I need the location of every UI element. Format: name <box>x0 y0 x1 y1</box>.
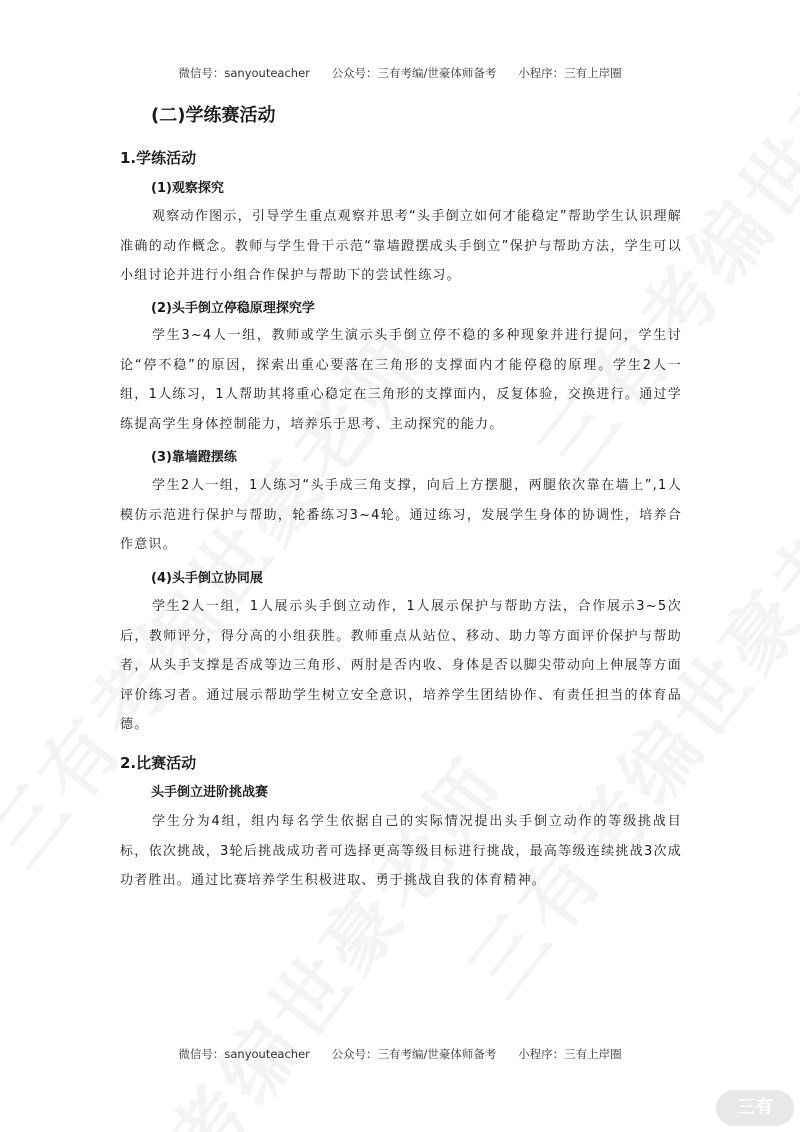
item-heading: (2)头手倒立停稳原理探究学 <box>151 301 315 316</box>
item-paragraph: 学生2人一组，1人练习“头手成三角支撑，向后上方摆腿，两腿依次靠在墙上”,1人模仿示范进行保护与帮助，轮番练习3~4轮。通过练习，发展学生身体的协调性，培养合作意识。 <box>120 478 682 552</box>
item-heading: (4)头手倒立协同展 <box>151 571 263 586</box>
corner-logo-badge: 三有 <box>716 1090 794 1126</box>
header-wechat: 微信号：sanyouteacher <box>178 66 310 80</box>
part2-heading: 2.比赛活动 <box>120 754 197 772</box>
page-footer <box>0 1046 800 1062</box>
header-mini-program: 小程序：三有上岸圈 <box>518 66 622 80</box>
item-paragraph: 学生3~4人一组，教师或学生演示头手倒立停不稳的多种现象并进行提问，学生讨论“停不稳”的原因，探索出重心要落在三角形的支撑面内才能停稳的原理。学生2人一组，1人练习，1人帮助其将重心稳定在三角形的支撑面内，反复体验，交换进行。通过学练提高学生身体控制能力，培养乐于思考、主动探究的能力。 <box>120 328 682 432</box>
item-heading: (1)观察探究 <box>151 181 224 196</box>
item-paragraph: 学生2人一组，1人展示头手倒立动作，1人展示保护与帮助方法，合作展示3~5次后，教师评分，得分高的小组获胜。教师重点从站位、移动、助力等方面评价保护与帮助者，从头手支撑是否成等边三角形、两肘是否内收、身体是否以脚尖带动向上伸展等方面评价练习者。通过展示帮助学生树立安全意识，培养学生团结协作、有责任担当的体育品德。 <box>120 599 682 732</box>
header-official-account: 公众号：三有考编/世豪体师备考 <box>331 66 497 80</box>
page-header <box>0 65 800 81</box>
watermark-text <box>56 746 520 1132</box>
footer-wechat: 微信号：sanyouteacher <box>178 1047 310 1061</box>
section-title: (二)学练赛活动 <box>151 105 276 126</box>
item-heading: 头手倒立进阶挑战赛 <box>151 785 269 800</box>
item-paragraph: 观察动作图示，引导学生重点观察并思考“头手倒立如何才能稳定”帮助学生认识理解准确的动作概念。教师与学生骨干示范“靠墙蹬摆成头手倒立”保护与帮助方法，学生可以小组讨论并进行小组合作保护与帮助下的尝试性练习。 <box>120 209 682 283</box>
footer-official-account: 公众号：三有考编/世豪体师备考 <box>331 1047 497 1061</box>
footer-mini-program: 小程序：三有上岸圈 <box>518 1047 622 1061</box>
item-paragraph: 学生分为4组，组内每名学生依据自己的实际情况提出头手倒立动作的等级挑战目标，依次挑战，3轮后挑战成功者可选择更高等级目标进行挑战，最高等级连续挑战3次成功者胜出。通过比赛培养学生积极进取、勇于挑战自我的体育精神。 <box>120 814 682 888</box>
part1-heading: 1.学练活动 <box>120 149 197 167</box>
item-heading: (3)靠墙蹬摆练 <box>151 450 237 465</box>
